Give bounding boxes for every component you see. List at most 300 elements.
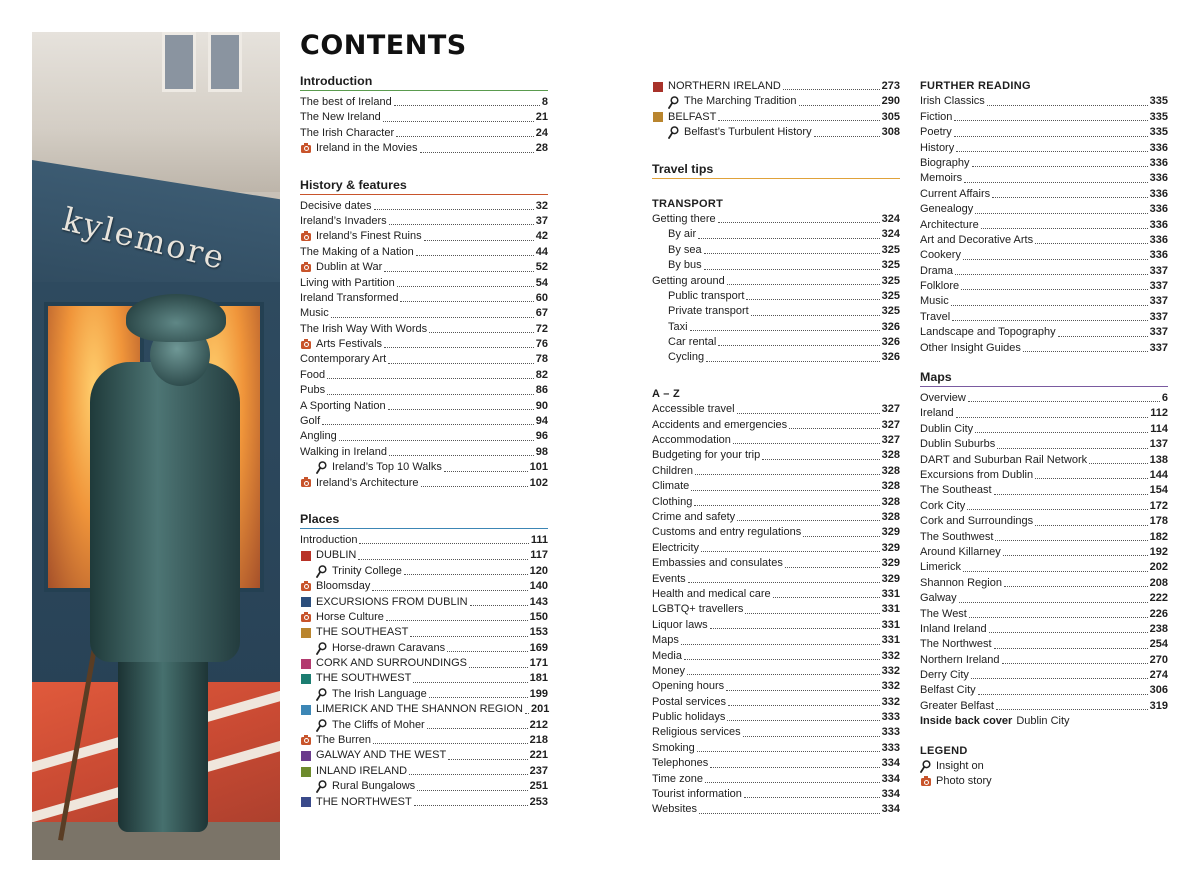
toc-entry-label: The Irish Character xyxy=(300,126,395,139)
toc-entry-label: Getting there xyxy=(652,212,716,225)
contents-column-2 xyxy=(652,79,900,818)
toc-entry-label: By sea xyxy=(668,243,702,256)
dot-leader xyxy=(1089,463,1148,464)
toc-entry-overview[interactable] xyxy=(920,391,1168,406)
toc-entry-northern-ireland[interactable] xyxy=(652,79,900,94)
region-color-square-icon xyxy=(300,656,311,671)
dot-leader xyxy=(424,240,534,241)
dot-leader xyxy=(386,620,528,621)
dot-leader xyxy=(684,659,880,660)
toc-entry-crime-and-safety[interactable] xyxy=(652,510,900,525)
toc-entry-electricity[interactable] xyxy=(652,541,900,556)
dot-leader xyxy=(959,602,1148,603)
toc-entry-label: Genealogy xyxy=(920,203,974,216)
toc-entry-arts-festivals[interactable] xyxy=(300,337,548,352)
toc-entry-folklore[interactable] xyxy=(920,279,1168,294)
toc-entry-label: Memoirs xyxy=(920,172,963,185)
toc-entry-cycling[interactable] xyxy=(652,350,900,365)
toc-entry-label: Liquor laws xyxy=(652,618,708,631)
page-number: 337 xyxy=(1149,326,1168,339)
toc-entry-label: The Marching Tradition xyxy=(684,95,797,108)
dot-leader xyxy=(327,394,534,395)
toc-entry-label: Belfast’s Turbulent History xyxy=(684,126,812,139)
toc-entry-by-sea[interactable] xyxy=(652,243,900,258)
toc-entry-current-affairs[interactable] xyxy=(920,187,1168,202)
toc-entry-accessible-travel[interactable] xyxy=(652,402,900,417)
dot-leader xyxy=(417,790,527,791)
dot-leader xyxy=(704,269,880,270)
toc-entry-cork-city[interactable] xyxy=(920,499,1168,514)
toc-entry-label: Postal services xyxy=(652,695,726,708)
dot-leader xyxy=(1035,478,1148,479)
toc-entry-label: Clothing xyxy=(652,495,693,508)
toc-entry-irelands-architecture[interactable] xyxy=(300,476,548,491)
toc-entry-climate[interactable] xyxy=(652,479,900,494)
page-number: 334 xyxy=(881,803,900,816)
page-number: 333 xyxy=(881,726,900,739)
toc-entry-label: Horse Culture xyxy=(316,610,384,623)
toc-entry-the-southeast[interactable] xyxy=(920,483,1168,498)
toc-entry-embassies-and-consulates[interactable] xyxy=(652,556,900,571)
toc-entry-getting-around[interactable] xyxy=(652,274,900,289)
toc-entry-label: Other Insight Guides xyxy=(920,341,1021,354)
page-number: 335 xyxy=(1149,110,1168,123)
toc-entry-the-new-ireland[interactable] xyxy=(300,110,548,125)
toc-entry-label: BELFAST xyxy=(668,110,717,123)
dot-leader xyxy=(814,136,880,137)
toc-entry-belfasts-turbulent-history[interactable] xyxy=(652,125,900,140)
page-number: 54 xyxy=(535,276,548,289)
toc-entry-smoking[interactable] xyxy=(652,741,900,756)
toc-entry-telephones[interactable] xyxy=(652,756,900,771)
toc-entry-label: DART and Suburban Rail Network xyxy=(920,453,1088,466)
dot-leader xyxy=(525,713,529,714)
toc-entry-label: INLAND IRELAND xyxy=(316,764,408,777)
page-number: 208 xyxy=(1149,576,1168,589)
toc-entry-drama[interactable] xyxy=(920,264,1168,279)
dot-leader xyxy=(975,213,1147,214)
dot-leader xyxy=(400,301,533,302)
page-number: 202 xyxy=(1149,561,1168,574)
insight-icon xyxy=(316,779,327,794)
toc-entry-label: Cycling xyxy=(668,351,705,364)
toc-entry-limerick-and-the-shannon-region[interactable] xyxy=(300,702,548,717)
toc-entry-money[interactable] xyxy=(652,664,900,679)
photo-shop-sign: kylemore xyxy=(58,200,230,278)
toc-entry-golf[interactable] xyxy=(300,414,548,429)
toc-entry-budgeting-for-your-trip[interactable] xyxy=(652,448,900,463)
subsection-heading-further-reading: FURTHER READING xyxy=(920,80,1031,92)
toc-entry-biography[interactable] xyxy=(920,156,1168,171)
dot-leader xyxy=(358,559,528,560)
dot-leader xyxy=(429,697,528,698)
page-number: 60 xyxy=(535,291,548,304)
page-number: 326 xyxy=(881,351,900,364)
toc-entry-music[interactable] xyxy=(300,306,548,321)
toc-entry-inland-ireland[interactable] xyxy=(300,764,548,779)
camera-icon xyxy=(300,476,311,491)
page-number: 336 xyxy=(1149,249,1168,262)
toc-entry-label: LIMERICK AND THE SHANNON REGION xyxy=(316,703,523,716)
toc-entry-dublin-at-war[interactable] xyxy=(300,260,548,275)
toc-entry-memoirs[interactable] xyxy=(920,171,1168,186)
toc-entry-living-with-partition[interactable] xyxy=(300,276,548,291)
toc-entry-by-bus[interactable] xyxy=(652,258,900,273)
dot-leader xyxy=(706,361,880,362)
toc-entry-genealogy[interactable] xyxy=(920,202,1168,217)
page-number: 24 xyxy=(535,126,548,139)
toc-entry-label: Customs and entry regulations xyxy=(652,526,802,539)
toc-entry-label: Getting around xyxy=(652,274,725,287)
toc-entry-landscape-and-topography[interactable] xyxy=(920,325,1168,340)
toc-entry-the-best-of-ireland[interactable] xyxy=(300,95,548,110)
toc-entry-label: Northern Ireland xyxy=(920,653,1000,666)
toc-entry-liquor-laws[interactable] xyxy=(652,618,900,633)
toc-entry-derry-city[interactable] xyxy=(920,668,1168,683)
toc-list xyxy=(652,79,900,141)
subsection-heading-a-z: A – Z xyxy=(652,387,680,400)
toc-list xyxy=(300,95,548,157)
toc-entry-public-transport[interactable] xyxy=(652,289,900,304)
toc-entry-the-northwest[interactable] xyxy=(920,637,1168,652)
toc-entry-customs-and-entry-regulations[interactable] xyxy=(652,525,900,540)
toc-entry-fiction[interactable] xyxy=(920,110,1168,125)
page-number: 328 xyxy=(881,511,900,523)
toc-entry-the-cliffs-of-moher[interactable] xyxy=(300,718,548,733)
toc-entry-label: Pubs xyxy=(300,384,326,397)
toc-entry-pubs[interactable] xyxy=(300,383,548,398)
toc-entry-label: A Sporting Nation xyxy=(300,399,386,412)
toc-entry-northern-ireland[interactable] xyxy=(920,653,1168,668)
page-number: 334 xyxy=(881,788,900,801)
toc-entry-label: Belfast City xyxy=(920,684,976,697)
toc-entry-by-air[interactable] xyxy=(652,227,900,242)
dot-leader xyxy=(992,197,1148,198)
toc-entry-history[interactable] xyxy=(920,141,1168,156)
dot-leader xyxy=(327,378,534,379)
toc-entry-the-west[interactable] xyxy=(920,607,1168,622)
toc-entry-label: Derry City xyxy=(920,669,969,682)
page-number: 212 xyxy=(529,718,548,731)
page-number: 143 xyxy=(529,595,548,608)
toc-entry-poetry[interactable] xyxy=(920,125,1168,140)
toc-entry-cork-and-surroundings[interactable] xyxy=(300,656,548,671)
toc-entry-label: Ireland’s Architecture xyxy=(316,476,419,489)
toc-entry-label: Opening hours xyxy=(652,680,725,693)
toc-entry-getting-there[interactable] xyxy=(652,212,900,227)
toc-entry-label: Tourist information xyxy=(652,788,742,801)
page-number: 199 xyxy=(529,687,548,700)
dot-leader xyxy=(956,151,1147,152)
page-number: 335 xyxy=(1149,95,1168,108)
toc-entry-label: Angling xyxy=(300,430,337,443)
toc-entry-label: Public transport xyxy=(668,289,745,302)
dot-leader xyxy=(994,494,1148,495)
dot-leader xyxy=(410,636,527,637)
section-heading: Places xyxy=(300,512,548,529)
toc-entry-the-burren[interactable] xyxy=(300,733,548,748)
dot-leader xyxy=(427,728,528,729)
toc-entry-belfast-city[interactable] xyxy=(920,683,1168,698)
page-title: CONTENTS xyxy=(300,30,467,61)
toc-entry-excursions-from-dublin[interactable] xyxy=(300,595,548,610)
dot-leader xyxy=(414,805,528,806)
toc-entry-irelands-invaders[interactable] xyxy=(300,214,548,229)
toc-entry-maps[interactable] xyxy=(652,633,900,648)
toc-entry-dublin-city[interactable] xyxy=(920,422,1168,437)
page-number: 82 xyxy=(535,368,548,381)
toc-entry-events[interactable] xyxy=(652,572,900,587)
toc-entry-horse-culture[interactable] xyxy=(300,610,548,625)
toc-entry-contemporary-art[interactable] xyxy=(300,352,548,367)
dot-leader xyxy=(751,315,880,316)
toc-entry-decisive-dates[interactable] xyxy=(300,199,548,214)
toc-entry-greater-belfast[interactable] xyxy=(920,699,1168,714)
toc-entry-the-irish-way-with-words[interactable] xyxy=(300,322,548,337)
toc-entry-health-and-medical-care[interactable] xyxy=(652,587,900,602)
toc-list xyxy=(920,94,1168,356)
toc-entry-private-transport[interactable] xyxy=(652,304,900,319)
toc-entry-other-insight-guides[interactable] xyxy=(920,341,1168,356)
dot-leader xyxy=(744,797,880,798)
toc-entry-clothing[interactable] xyxy=(652,495,900,510)
dot-leader xyxy=(971,678,1148,679)
toc-entry-label: Health and medical care xyxy=(652,587,771,600)
toc-entry-trinity-college[interactable] xyxy=(300,564,548,579)
toc-entry-irelands-finest-ruins[interactable] xyxy=(300,229,548,244)
legend-photo-label: Photo story xyxy=(936,775,992,788)
toc-list xyxy=(652,402,900,818)
contents-column-3 xyxy=(920,79,1168,790)
page-number: 44 xyxy=(535,245,548,258)
toc-entry-the-irish-language[interactable] xyxy=(300,687,548,702)
toc-entry-galway-and-the-west[interactable] xyxy=(300,748,548,763)
toc-entry-the-southwest[interactable] xyxy=(300,672,548,687)
toc-entry-dublin[interactable] xyxy=(300,548,548,563)
page-number: 114 xyxy=(1150,422,1168,435)
toc-entry-tourist-information[interactable] xyxy=(652,787,900,802)
toc-entry-postal-services[interactable] xyxy=(652,695,900,710)
page-number: 337 xyxy=(1149,295,1168,308)
dot-leader xyxy=(1058,336,1148,337)
toc-entry-time-zone[interactable] xyxy=(652,772,900,787)
page-number: 337 xyxy=(1149,280,1168,293)
page-number: 120 xyxy=(529,564,548,577)
dot-leader xyxy=(470,605,528,606)
toc-entry-media[interactable] xyxy=(652,649,900,664)
section-travel-tips xyxy=(652,162,900,818)
dot-leader xyxy=(687,674,880,675)
toc-entry-label: Current Affairs xyxy=(920,187,991,200)
toc-entry-limerick[interactable] xyxy=(920,560,1168,575)
toc-entry-excursions-from-dublin[interactable] xyxy=(920,468,1168,483)
page-number: 98 xyxy=(535,445,548,458)
page-number: 237 xyxy=(529,764,548,777)
dot-leader xyxy=(718,345,879,346)
dot-leader xyxy=(975,432,1148,433)
page-number: 331 xyxy=(881,618,900,631)
toc-entry-label: Climate xyxy=(652,480,690,493)
toc-entry-car-rental[interactable] xyxy=(652,335,900,350)
page-number: 336 xyxy=(1149,233,1168,246)
toc-entry-label: Ireland’s Finest Ruins xyxy=(316,230,422,243)
toc-entry-belfast[interactable] xyxy=(652,110,900,125)
dot-leader xyxy=(389,224,534,225)
page-number: 332 xyxy=(881,664,900,677)
page-number: 328 xyxy=(881,449,900,462)
toc-entry-ireland[interactable] xyxy=(920,406,1168,421)
camera-icon xyxy=(300,260,311,275)
toc-entry-children[interactable] xyxy=(652,464,900,479)
toc-entry-ireland-transformed[interactable] xyxy=(300,291,548,306)
camera-icon xyxy=(300,229,311,244)
dot-leader xyxy=(699,813,880,814)
dot-leader xyxy=(972,166,1148,167)
dot-leader xyxy=(996,709,1148,710)
section-heading: History & features xyxy=(300,178,548,195)
page-number: 72 xyxy=(535,322,548,335)
toc-entry-a-sporting-nation[interactable] xyxy=(300,399,548,414)
toc-entry-the-making-of-a-nation[interactable] xyxy=(300,245,548,260)
subsection-heading-transport: TRANSPORT xyxy=(652,197,724,210)
dot-leader xyxy=(981,228,1148,229)
toc-entry-label: Greater Belfast xyxy=(920,699,994,712)
toc-entry-label: Maps xyxy=(652,634,679,647)
region-color-square-icon xyxy=(652,110,663,125)
toc-entry-label: Arts Festivals xyxy=(316,338,383,351)
dot-leader xyxy=(409,774,528,775)
toc-entry-horse-drawn-caravans[interactable] xyxy=(300,641,548,656)
dot-leader xyxy=(384,347,534,348)
page-number: 137 xyxy=(1149,438,1168,451)
dot-leader xyxy=(737,520,879,521)
toc-entry-shannon-region[interactable] xyxy=(920,576,1168,591)
toc-entry-introduction[interactable] xyxy=(300,533,548,548)
dot-leader xyxy=(718,120,879,121)
back-cover-label: Inside back cover xyxy=(920,715,1013,728)
toc-entry-food[interactable] xyxy=(300,368,548,383)
toc-entry-dart-and-suburban-rail-network[interactable] xyxy=(920,453,1168,468)
dot-leader xyxy=(704,253,880,254)
toc-list xyxy=(652,212,900,366)
toc-entry-irish-classics[interactable] xyxy=(920,94,1168,109)
dot-leader xyxy=(331,317,534,318)
toc-entry-irelands-top-10-walks[interactable] xyxy=(300,460,548,475)
toc-entry-the-southeast[interactable] xyxy=(300,625,548,640)
toc-entry-cork-and-surroundings[interactable] xyxy=(920,514,1168,529)
page-number: 325 xyxy=(881,305,900,318)
toc-entry-the-marching-tradition[interactable] xyxy=(652,94,900,109)
region-color-square-icon xyxy=(300,795,311,810)
page-number: 334 xyxy=(881,757,900,770)
dot-leader xyxy=(773,597,880,598)
page-number: 336 xyxy=(1149,172,1168,185)
toc-entry-label: Events xyxy=(652,572,686,585)
page-number: 336 xyxy=(1149,187,1168,200)
dot-leader xyxy=(803,536,879,537)
dot-leader xyxy=(954,136,1148,137)
toc-entry-label: DUBLIN xyxy=(316,549,357,562)
toc-entry-ireland-in-the-movies[interactable] xyxy=(300,141,548,156)
page-number: 42 xyxy=(535,230,548,243)
toc-entry-label: THE SOUTHWEST xyxy=(316,672,412,685)
toc-entry-back-cover[interactable] xyxy=(920,714,1168,729)
page-number: 306 xyxy=(1149,684,1168,697)
page-number: 37 xyxy=(535,214,548,227)
page-number: 182 xyxy=(1149,530,1168,543)
toc-entry-label: Budgeting for your trip xyxy=(652,449,761,462)
toc-entry-walking-in-ireland[interactable] xyxy=(300,445,548,460)
page-number: 324 xyxy=(881,228,900,241)
toc-entry-the-irish-character[interactable] xyxy=(300,126,548,141)
page-number: 221 xyxy=(529,749,548,762)
toc-entry-architecture[interactable] xyxy=(920,218,1168,233)
toc-entry-bloomsday[interactable] xyxy=(300,579,548,594)
toc-entry-taxi[interactable] xyxy=(652,320,900,335)
toc-entry-around-killarney[interactable] xyxy=(920,545,1168,560)
dot-leader xyxy=(785,567,880,568)
toc-entry-label: The Irish Way With Words xyxy=(300,322,428,335)
section-heading: Maps xyxy=(920,370,1168,387)
toc-entry-label: Money xyxy=(652,664,686,677)
page-number: 28 xyxy=(535,142,548,155)
page-number: 331 xyxy=(881,603,900,616)
toc-entry-opening-hours[interactable] xyxy=(652,679,900,694)
dot-leader xyxy=(737,413,880,414)
toc-entry-label: The New Ireland xyxy=(300,111,381,124)
toc-entry-accommodation[interactable] xyxy=(652,433,900,448)
toc-entry-religious-services[interactable] xyxy=(652,725,900,740)
page-number: 21 xyxy=(535,111,548,124)
toc-entry-rural-bungalows[interactable] xyxy=(300,779,548,794)
toc-entry-the-northwest[interactable] xyxy=(300,795,548,810)
toc-entry-label: Shannon Region xyxy=(920,576,1002,589)
toc-entry-cookery[interactable] xyxy=(920,248,1168,263)
page-number: 331 xyxy=(881,634,900,647)
dot-leader xyxy=(727,284,880,285)
toc-entry-music[interactable] xyxy=(920,294,1168,309)
toc-entry-inland-ireland[interactable] xyxy=(920,622,1168,637)
toc-entry-galway[interactable] xyxy=(920,591,1168,606)
toc-entry-travel[interactable] xyxy=(920,310,1168,325)
dot-leader xyxy=(359,543,528,544)
dot-leader xyxy=(691,490,879,491)
toc-entry-angling[interactable] xyxy=(300,429,548,444)
dot-leader xyxy=(394,105,540,106)
toc-entry-label: Drama xyxy=(920,264,954,277)
dot-leader xyxy=(951,305,1148,306)
toc-entry-dublin-suburbs[interactable] xyxy=(920,437,1168,452)
page-number: 226 xyxy=(1149,607,1168,620)
page-number: 101 xyxy=(529,461,548,474)
section-heading: Introduction xyxy=(300,74,548,91)
toc-entry-art-and-decorative-arts[interactable] xyxy=(920,233,1168,248)
dot-leader xyxy=(705,782,880,783)
dot-leader xyxy=(989,632,1148,633)
toc-entry-public-holidays[interactable] xyxy=(652,710,900,725)
page-number: 111 xyxy=(530,533,548,546)
toc-entry-label: Around Killarney xyxy=(920,545,1001,558)
photo-statue-hat xyxy=(126,294,226,342)
toc-entry-lgbtq-travellers[interactable] xyxy=(652,602,900,617)
page-number: 336 xyxy=(1149,141,1168,154)
dot-leader xyxy=(404,574,528,575)
toc-entry-the-southwest[interactable] xyxy=(920,530,1168,545)
toc-entry-label: Irish Classics xyxy=(920,95,985,108)
toc-entry-websites[interactable] xyxy=(652,802,900,817)
toc-entry-accidents-and-emergencies[interactable] xyxy=(652,418,900,433)
dot-leader xyxy=(964,182,1147,183)
